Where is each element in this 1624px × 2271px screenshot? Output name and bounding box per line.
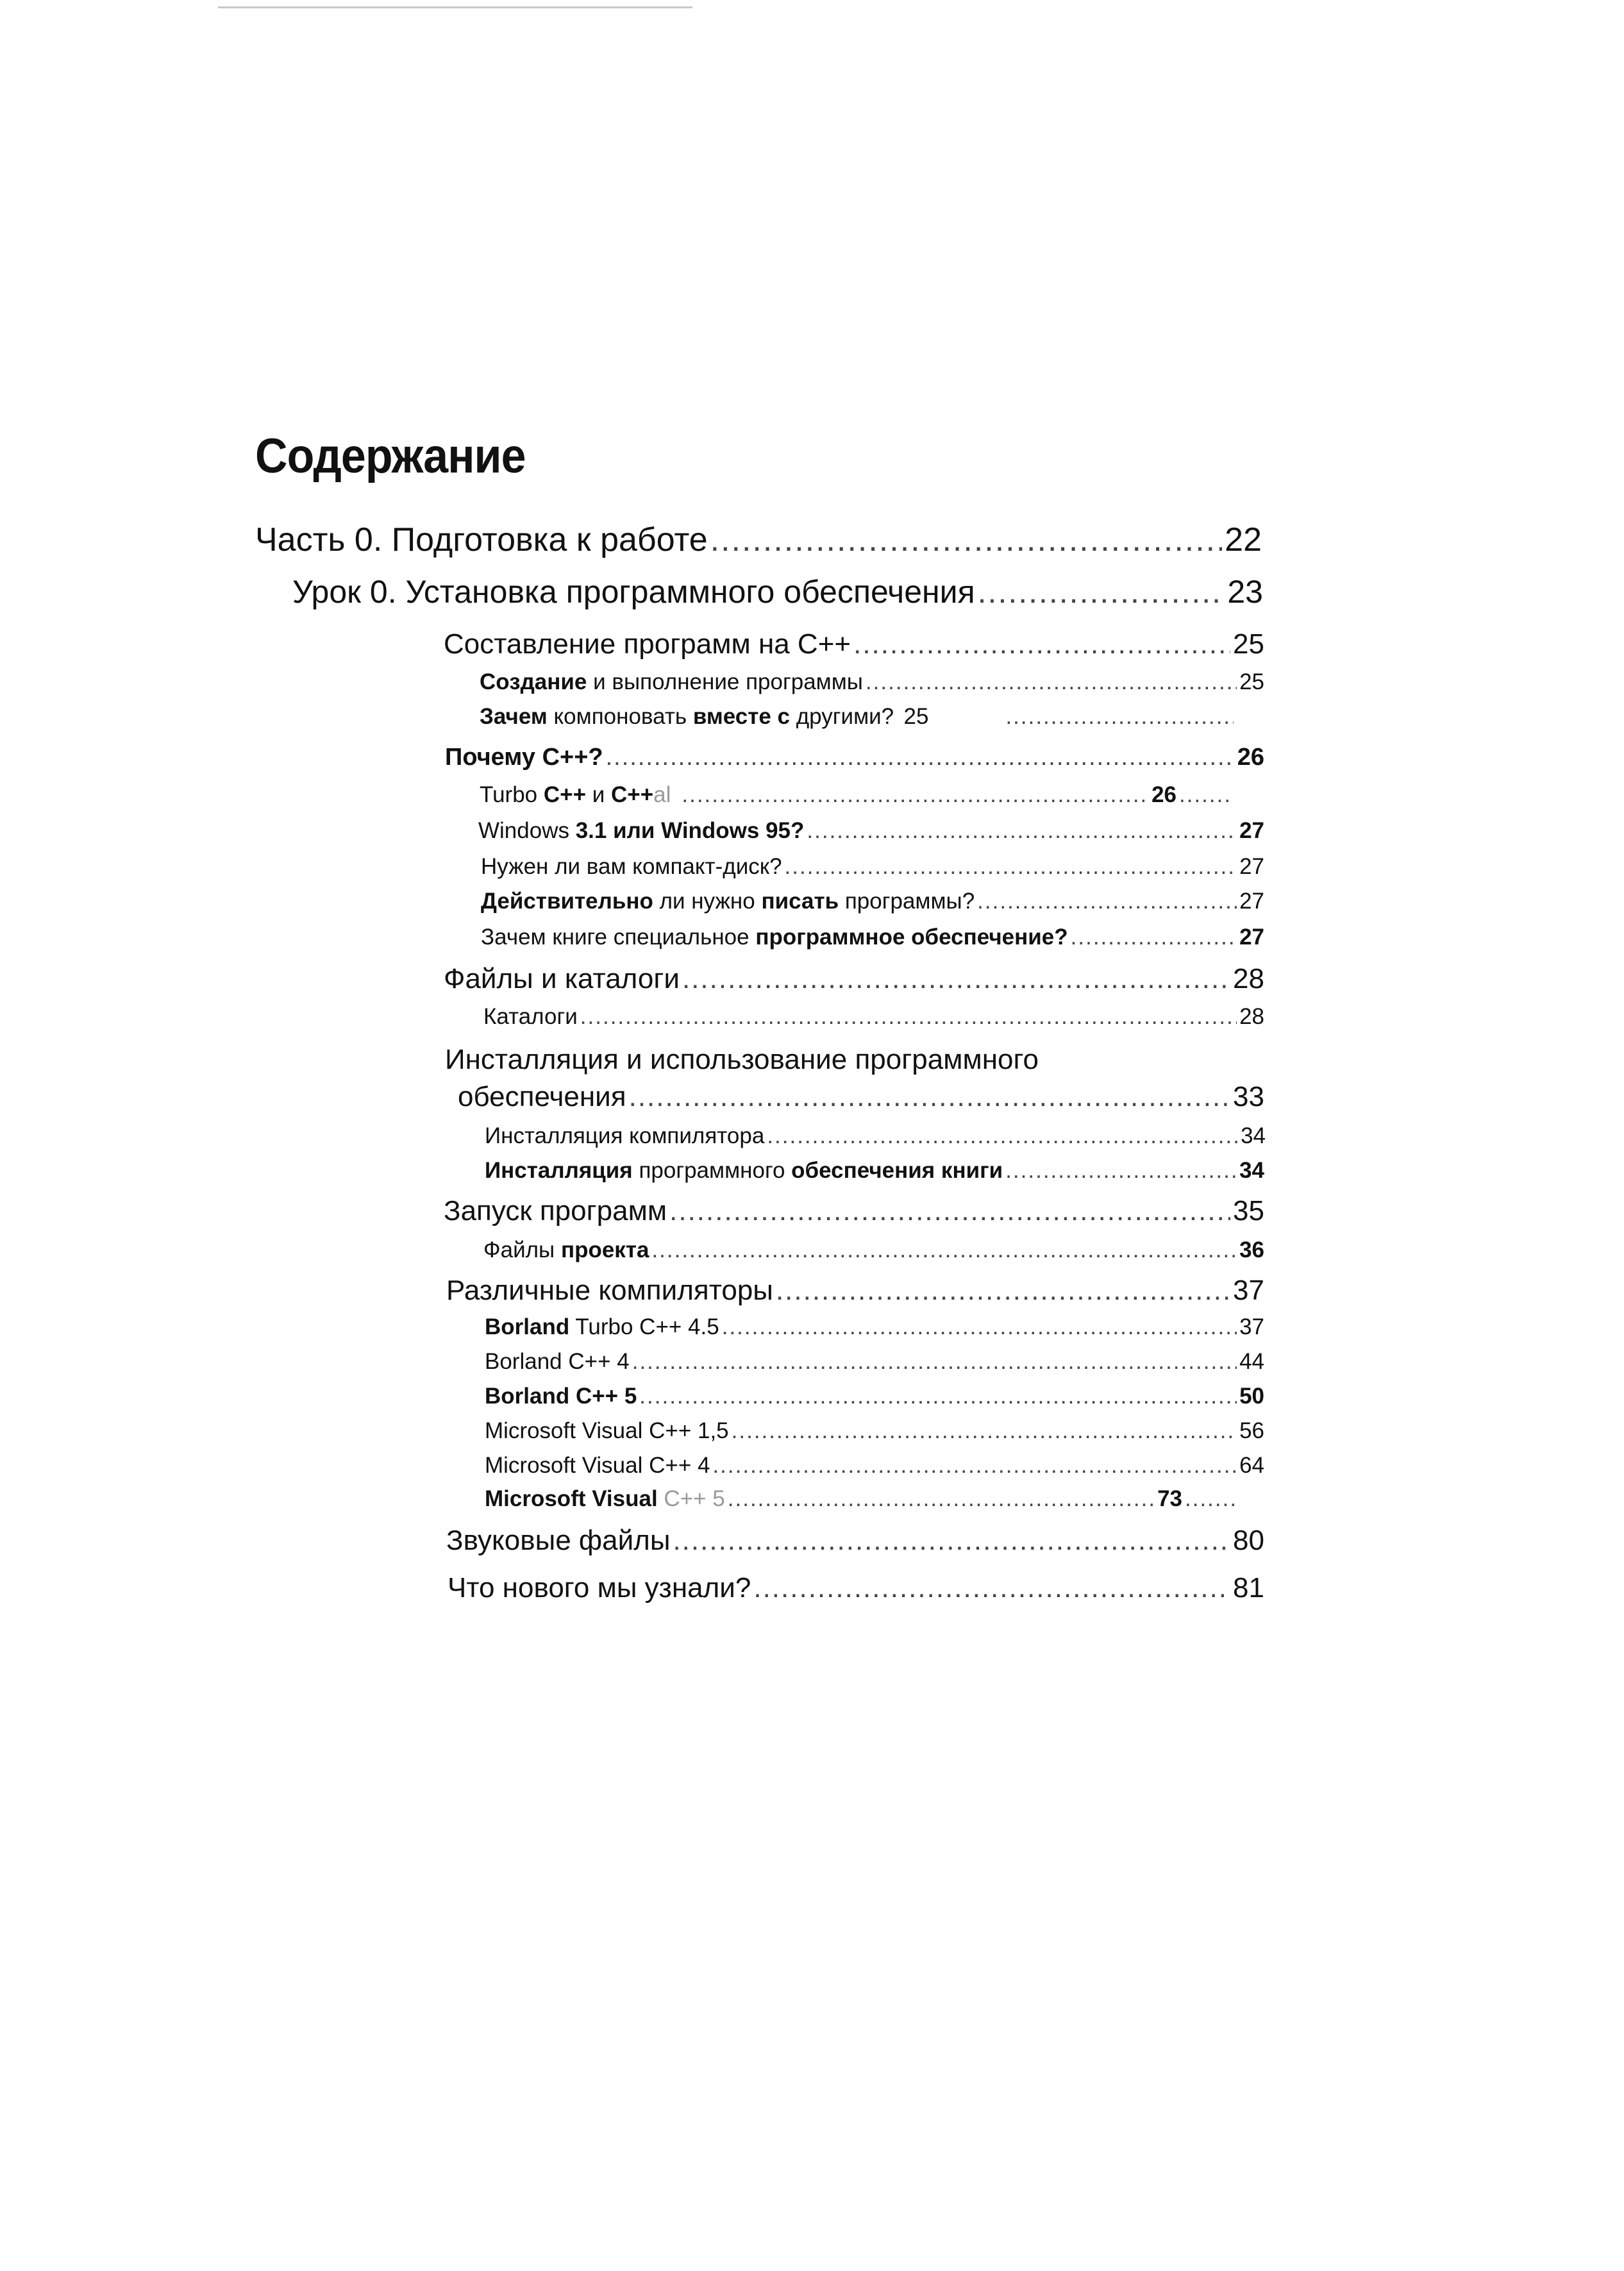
toc-entry-section[interactable] [458,1081,1264,1113]
toc-page-number: 64 [1239,1453,1264,1478]
toc-entry-section[interactable] [448,1572,1264,1604]
toc-leader [978,573,1225,610]
toc-entry-label: Звуковые файлы [446,1525,671,1556]
toc-leader [710,521,1223,559]
toc-page-number: 34 [1241,1123,1266,1148]
toc-leader [807,818,1237,844]
toc-page-number: 27 [1239,854,1264,879]
top-rule [218,6,692,8]
toc-leader [682,963,1230,995]
toc-leader [580,1004,1237,1030]
toc-leader [732,1418,1237,1444]
toc-page-number: 27 [1239,889,1264,914]
toc-entry-section[interactable] [445,744,1264,771]
toc-entry-subsection[interactable] [480,704,1236,730]
toc-entry-label: Нужен ли вам компакт-диск? [481,854,782,879]
toc-entry-label: Создание и выполнение программы [480,669,863,694]
toc-entry-label: Составление программ на С++ [444,628,851,660]
toc-page-number: 23 [1227,574,1263,610]
toc-leader [629,1081,1230,1113]
toc-entry-label: Зачем книге специальное программное обеспечение? [481,925,1068,950]
toc-entry-section-line1[interactable]: Инсталляция и использование программного [445,1044,1039,1075]
toc-entry-label: Часть 0. Подготовка к работе [255,521,708,558]
toc-page-number: 44 [1239,1349,1264,1374]
toc-leader [1071,925,1237,950]
toc-entry-subsection[interactable] [485,1123,1266,1149]
toc-entry-subsection[interactable] [485,1418,1264,1444]
toc-page-number: 56 [1239,1418,1264,1443]
toc-entry-subsection[interactable] [485,1453,1264,1479]
toc-entry-label: Microsoft Visual С++ 1,5 [485,1418,729,1443]
toc-leader [785,854,1237,880]
toc-entry-subsection[interactable] [481,854,1264,880]
toc-entry-subsection[interactable] [481,889,1264,914]
toc-entry-subsection[interactable] [483,1004,1264,1030]
toc-page-number: 35 [1233,1195,1264,1227]
toc-page-number: 26 [1151,782,1176,807]
toc-entry-label: Инсталляция компилятора [485,1123,765,1148]
toc-page-number: 37 [1233,1275,1264,1306]
toc-entry-label: Borland С++ 4 [485,1349,630,1374]
toc-entry-subsection[interactable] [485,1384,1264,1409]
toc-entry-label: Microsoft Visual С++ 5 [485,1486,725,1511]
toc-entry-label: обеспечения [458,1081,626,1112]
toc-leader [651,1237,1237,1263]
toc-leader [977,889,1237,914]
toc-page-number: 28 [1239,1004,1264,1029]
toc-leader [673,1525,1230,1557]
toc-leader [682,782,1149,808]
toc-entry-label: Microsoft Visual С++ 4 [485,1453,710,1478]
toc-entry-lesson-0[interactable] [292,573,1263,610]
toc-entry-label: Зачем компоновать вместе с другими? [480,704,894,729]
toc-page-number: 25 [1239,669,1264,694]
toc-page-number: 34 [1239,1158,1264,1183]
toc-page-number: 36 [1239,1237,1264,1262]
toc-leader [639,1384,1237,1409]
toc-leader [632,1349,1237,1375]
toc-page-number: 80 [1233,1525,1264,1556]
toc-page-number: 50 [1239,1384,1264,1409]
toc-entry-subsection[interactable] [480,669,1264,695]
toc-entry-label: Почему С++? [445,744,603,771]
toc-entry-label: Turbo С++ и С++al [480,782,671,807]
toc-leader [866,669,1237,695]
page-title: Содержание [255,429,526,483]
toc-entry-subsection[interactable] [485,1486,1239,1512]
toc-leader [767,1123,1238,1149]
toc-entry-label: Файлы проекта [483,1237,649,1262]
toc-entry-section[interactable] [446,1275,1264,1307]
toc-leader [728,1486,1155,1512]
toc-entry-subsection[interactable] [483,1237,1264,1263]
toc-entry-label: Файлы и каталоги [444,963,680,994]
toc-leader [606,744,1235,771]
toc-entry-label: Каталоги [483,1004,578,1029]
toc-leader [712,1453,1237,1479]
toc-page-number: 28 [1233,963,1264,994]
toc-leader [1005,1158,1237,1184]
toc-leader [1179,782,1230,808]
toc-entry-part-0[interactable] [255,521,1262,559]
toc-page-number: 26 [1237,744,1264,771]
toc-page-number: 25 [1233,628,1264,660]
toc-page-number: 37 [1239,1314,1264,1339]
toc-entry-label: Урок 0. Установка программного обеспечения [292,574,975,610]
toc-leader [853,628,1230,660]
toc-page-number: 81 [1233,1572,1264,1604]
toc-page-number: 27 [1239,818,1264,843]
toc-page-number: 33 [1233,1081,1264,1112]
toc-leader [722,1314,1237,1340]
toc-entry-subsection[interactable] [485,1314,1264,1340]
toc-entry-subsection[interactable] [481,925,1264,950]
toc-leader [776,1275,1230,1307]
toc-leader [1005,704,1234,730]
toc-entry-section[interactable] [444,1195,1264,1227]
toc-entry-label: Borland Turbo С++ 4.5 [485,1314,719,1339]
toc-entry-label: Windows 3.1 или Windows 95? [478,818,805,843]
toc-entry-section[interactable] [446,1525,1264,1557]
toc-entry-subsection[interactable] [480,782,1233,808]
toc-entry-section[interactable] [444,628,1264,660]
toc-entry-label: Действительно ли нужно писать программы? [481,889,975,914]
toc-page-number: 25 [903,704,929,729]
toc-leader [669,1195,1230,1227]
toc-page-number: 27 [1239,925,1264,950]
toc-entry-label: Что нового мы узнали? [448,1572,751,1604]
toc-entry-label: Различные компиляторы [446,1275,773,1306]
toc-leader [1185,1486,1236,1512]
toc-page-number: 73 [1157,1486,1182,1511]
toc-entry-label: Запуск программ [444,1195,667,1227]
toc-entry-label: Borland С++ 5 [485,1384,637,1409]
toc-entry-section[interactable] [444,963,1264,995]
toc-entry-subsection[interactable] [478,818,1264,844]
toc-entry-subsection[interactable] [485,1158,1264,1184]
toc-entry-label: Инсталляция программного обеспечения книги [485,1158,1003,1183]
toc-leader [753,1572,1230,1604]
toc-page-number: 22 [1225,521,1262,558]
toc-entry-subsection[interactable] [485,1349,1264,1375]
